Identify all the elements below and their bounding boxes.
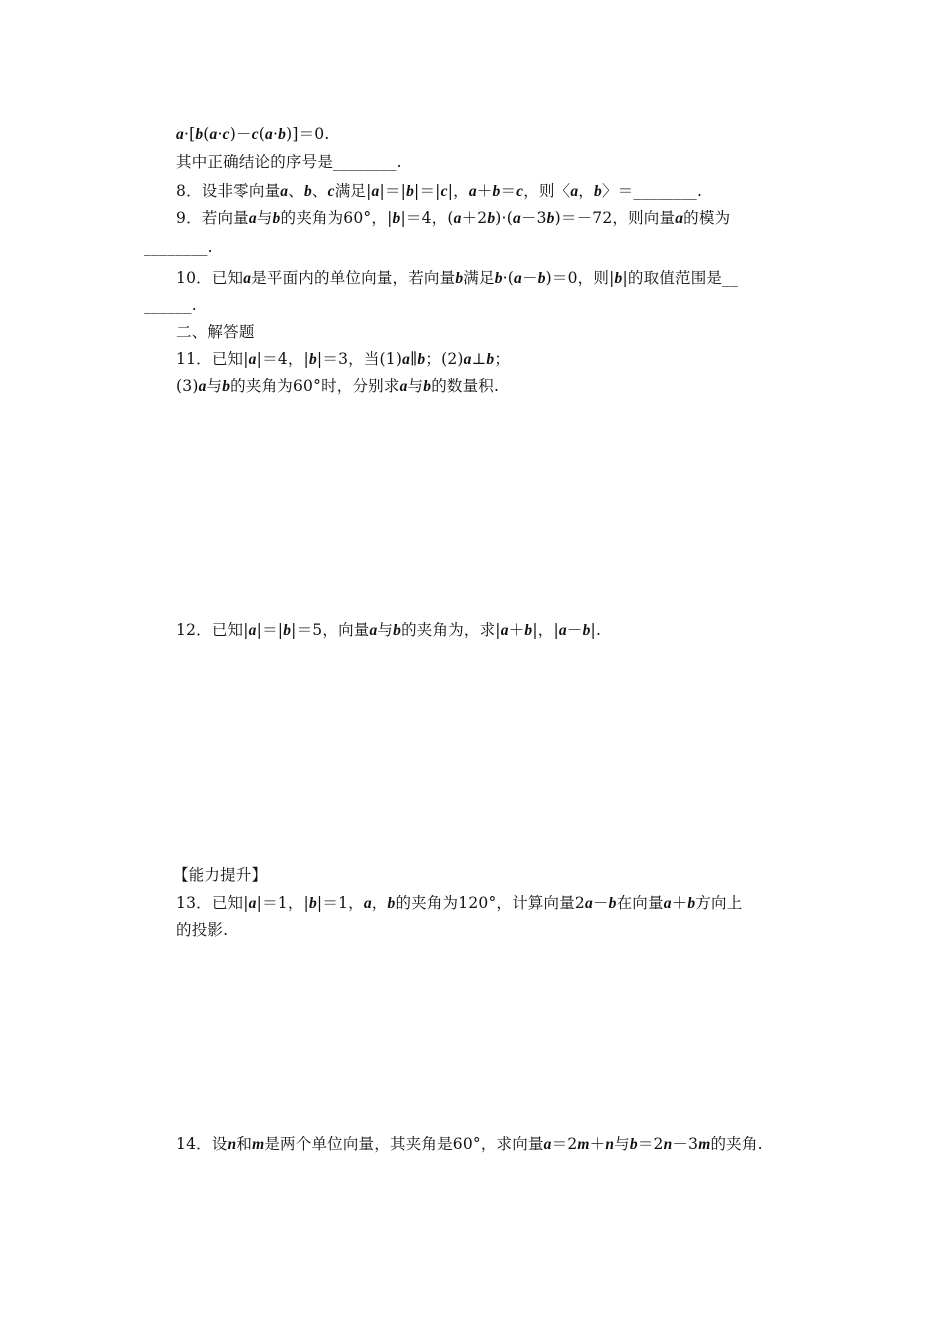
question-14: 14．设n和m是两个单位向量，其夹角是60°，求向量a＝2m＋n与b＝2n－3m的夹角. [176, 1135, 763, 1153]
question-8: 8．设非零向量a、b、c满足|a|＝|b|＝|c|，a＋b＝c，则〈a，b〉＝________. [176, 182, 703, 200]
question-13-line-2: 的投影. [176, 921, 229, 939]
question-12: 12．已知|a|＝|b|＝5，向量a与b的夹角为，求|a＋b|，|a－b|. [176, 621, 602, 639]
section-heading-ability: 【能力提升】 [173, 866, 268, 884]
question-9-line-2: ________. [144, 238, 213, 256]
question-10-line-1: 10．已知a是平面内的单位向量，若向量b满足b·(a－b)＝0，则|b|的取值范围是__ [176, 269, 739, 287]
question-11-line-2: (3)a与b的夹角为60°时，分别求a与b的数量积. [176, 377, 500, 395]
section-heading-answers: 二、解答题 [176, 323, 255, 341]
text-line-1: a·[b(a·c)－c(a·b)]＝0. [176, 125, 330, 143]
text-line-2: 其中正确结论的序号是________. [176, 153, 402, 171]
question-10-line-2: ______. [144, 296, 197, 314]
question-9-line-1: 9．若向量a与b的夹角为60°，|b|＝4，(a＋2b)·(a－3b)＝－72，则向量a的模为 [176, 209, 731, 227]
question-13-line-1: 13．已知|a|＝1，|b|＝1，a，b的夹角为120°，计算向量2a－b在向量a＋b方向上 [176, 894, 743, 912]
question-11-line-1: 11．已知|a|＝4，|b|＝3，当(1)a∥b；(2)a⊥b； [176, 350, 511, 368]
